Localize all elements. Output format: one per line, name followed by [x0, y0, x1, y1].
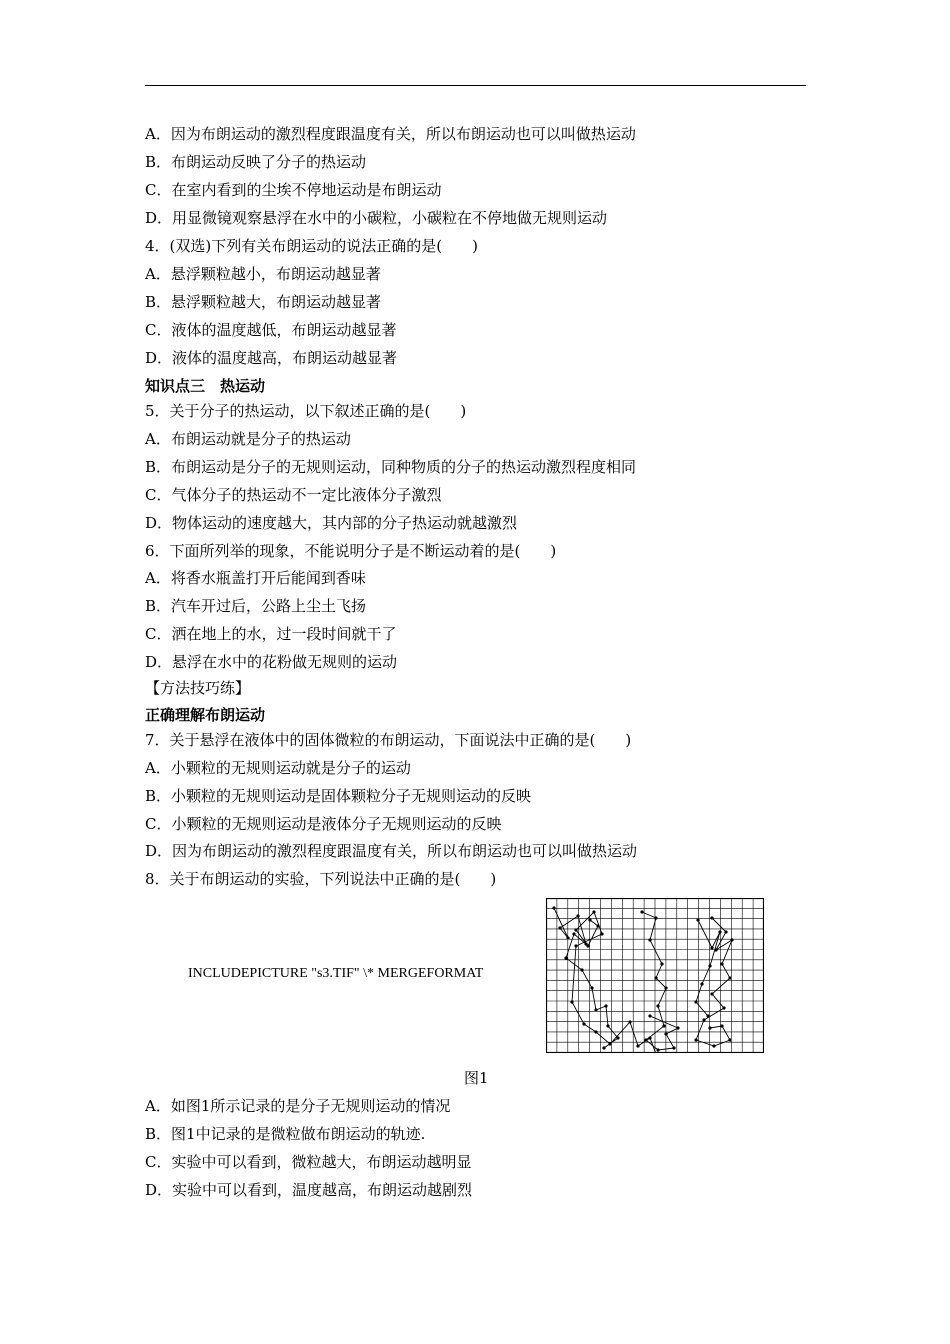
trajectory-point	[602, 1046, 605, 1049]
text-line: A．如图1所示记录的是分子无规则运动的情况	[145, 1097, 451, 1115]
trajectory-point	[594, 1030, 597, 1033]
trajectory-point	[592, 910, 595, 913]
trajectory-point	[648, 938, 651, 941]
text-line: B．布朗运动是分子的无规则运动，同种物质的分子的热运动激烈程度相同	[145, 458, 637, 476]
trajectory-point	[570, 1000, 573, 1003]
text-line: C．液体的温度越低，布朗运动越显著	[145, 321, 397, 339]
text-line: D．悬浮在水中的花粉做无规则的运动	[145, 653, 398, 671]
trajectory-point	[712, 1044, 715, 1047]
text-line: B．布朗运动反映了分子的热运动	[145, 153, 367, 171]
text-line: A．悬浮颗粒越小，布朗运动越显著	[145, 265, 381, 283]
text-line: A．因为布朗运动的激烈程度跟温度有关，所以布朗运动也可以叫做热运动	[145, 125, 636, 143]
trajectory-point	[718, 930, 721, 933]
trajectory-point	[654, 976, 657, 979]
trajectory-point	[582, 1022, 585, 1025]
trajectory-point	[710, 916, 713, 919]
text-line: C．洒在地上的水，过一段时间就干了	[145, 625, 397, 643]
text-line: C．在室内看到的尘埃不停地运动是布朗运动	[145, 181, 442, 199]
text-line: B．小颗粒的无规则运动是固体颗粒分子无规则运动的反映	[145, 787, 532, 805]
trajectory-point	[694, 1000, 697, 1003]
text-line: C．气体分子的热运动不一定比液体分子激烈	[145, 486, 442, 504]
trajectory-point	[720, 962, 723, 965]
trajectory-point	[708, 964, 711, 967]
trajectory-point	[606, 1024, 609, 1027]
trajectory-point	[664, 1032, 667, 1035]
trajectory-point	[654, 916, 657, 919]
trajectory-point	[702, 1018, 705, 1021]
text-line: D．实验中可以看到，温度越高，布朗运动越剧烈	[145, 1181, 473, 1199]
trajectory-point	[694, 1038, 697, 1041]
text-line: B．图1中记录的是微粒做布朗运动的轨迹.	[145, 1125, 426, 1143]
trajectory-point	[628, 1020, 631, 1023]
text-line: D．液体的温度越高，布朗运动越显著	[145, 349, 398, 367]
trajectory-point	[594, 1008, 597, 1011]
trajectory-point	[700, 982, 703, 985]
text-line: 8．关于布朗运动的实验，下列说法中正确的是( )	[145, 870, 497, 888]
trajectory-point	[656, 1048, 659, 1051]
trajectory-point	[608, 1042, 611, 1045]
text-line: 6．下面所列举的现象，不能说明分子是不断运动着的是( )	[145, 542, 557, 560]
trajectory-point	[728, 976, 731, 979]
trajectory-point	[586, 944, 589, 947]
trajectory-point	[552, 906, 555, 909]
text-line: B．汽车开过后，公路上尘土飞扬	[145, 597, 367, 615]
trajectory-point	[660, 962, 663, 965]
trajectory-point	[648, 1014, 651, 1017]
trajectory-point	[710, 946, 713, 949]
trajectory-point	[574, 944, 577, 947]
brownian-motion-grid-figure	[546, 898, 764, 1053]
text-line: B．悬浮颗粒越大，布朗运动越显著	[145, 293, 382, 311]
text-line: 正确理解布朗运动	[145, 706, 266, 724]
header-rule	[145, 85, 806, 86]
text-line: 7．关于悬浮在液体中的固体微粒的布朗运动，下面说法中正确的是( )	[145, 731, 632, 749]
trajectory-point	[708, 1026, 711, 1029]
trajectory-point	[724, 930, 727, 933]
text-line: D．物体运动的速度越大，其内部的分子热运动就越激烈	[145, 514, 518, 532]
trajectory-point	[566, 936, 569, 939]
trajectory-point	[730, 938, 733, 941]
trajectory-point	[588, 918, 591, 921]
trajectory-point	[662, 1024, 665, 1027]
trajectory-point	[590, 986, 593, 989]
figure-caption: 图1	[464, 1069, 489, 1087]
trajectory-point	[596, 924, 599, 927]
text-line: 【方法技巧练】	[145, 679, 251, 697]
trajectory-point	[696, 918, 699, 921]
trajectory-point	[706, 1014, 709, 1017]
trajectory-point	[600, 932, 603, 935]
trajectory-point	[720, 1024, 723, 1027]
trajectory-point	[722, 1006, 725, 1009]
trajectory-point	[676, 1026, 679, 1029]
text-line: 知识点三 热运动	[145, 377, 266, 395]
text-line: D．用显微镜观察悬浮在水中的小碳粒，小碳粒在不停地做无规则运动	[145, 209, 608, 227]
trajectory-point	[604, 1004, 607, 1007]
trajectory-point	[574, 928, 577, 931]
text-line: A．布朗运动就是分子的热运动	[145, 430, 351, 448]
text-line: 4．(双选)下列有关布朗运动的说法正确的是( )	[145, 237, 478, 255]
include-picture-field: INCLUDEPICTURE "s3.TIF" \* MERGEFORMAT	[188, 966, 484, 981]
trajectory-point	[558, 926, 561, 929]
trajectory-point	[644, 1038, 647, 1041]
trajectory-point	[664, 986, 667, 989]
trajectory-point	[672, 1046, 675, 1049]
trajectory-point	[576, 914, 579, 917]
trajectory-point	[710, 992, 713, 995]
text-line: D．因为布朗运动的激烈程度跟温度有关，所以布朗运动也可以叫做热运动	[145, 842, 638, 860]
trajectory-point	[728, 1038, 731, 1041]
trajectory-point	[640, 910, 643, 913]
trajectory-point	[572, 932, 575, 935]
trajectory-point	[656, 1004, 659, 1007]
text-line: C．实验中可以看到，微粒越大，布朗运动越明显	[145, 1153, 472, 1171]
text-line: C．小颗粒的无规则运动是液体分子无规则运动的反映	[145, 815, 502, 833]
trajectory-point	[580, 968, 583, 971]
text-line: A．小颗粒的无规则运动就是分子的运动	[145, 759, 411, 777]
text-line: A．将香水瓶盖打开后能闻到香味	[145, 569, 366, 587]
text-line: 5．关于分子的热运动，以下叙述正确的是( )	[145, 402, 467, 420]
trajectory-point	[564, 956, 567, 959]
trajectory-point	[636, 1044, 639, 1047]
